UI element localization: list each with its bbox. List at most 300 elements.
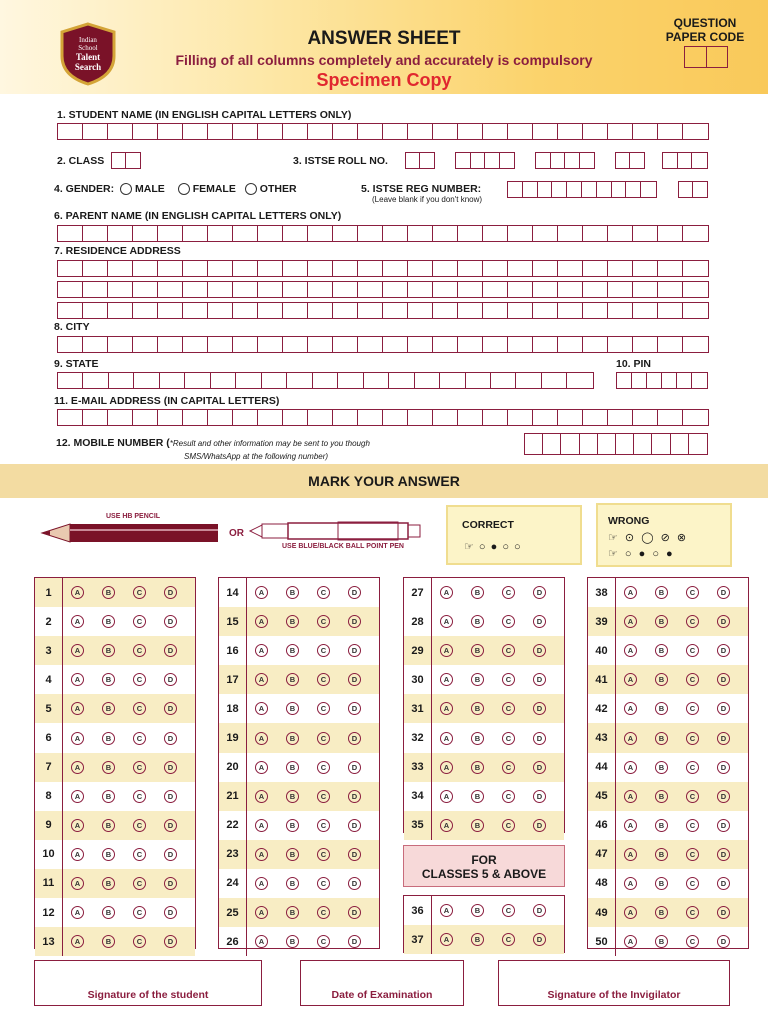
char-box[interactable]	[608, 282, 633, 297]
char-box[interactable]	[58, 261, 83, 276]
char-box[interactable]	[133, 261, 158, 276]
char-box[interactable]	[283, 410, 308, 425]
char-box[interactable]	[133, 124, 158, 139]
char-box[interactable]	[406, 153, 420, 168]
char-box[interactable]	[83, 124, 108, 139]
char-box[interactable]	[83, 282, 108, 297]
char-box[interactable]	[183, 282, 208, 297]
char-box[interactable]	[308, 337, 333, 352]
char-box[interactable]	[483, 303, 508, 318]
city-boxes[interactable]	[57, 336, 709, 353]
option-bubble-b[interactable]: B	[286, 673, 299, 686]
char-box[interactable]	[616, 434, 634, 454]
option-bubble-c[interactable]: C	[502, 732, 515, 745]
class-boxes[interactable]	[111, 152, 141, 169]
option-bubble-c[interactable]: C	[133, 935, 146, 948]
char-box[interactable]	[683, 124, 708, 139]
option-bubble-d[interactable]: D	[164, 790, 177, 803]
option-bubble-a[interactable]: A	[71, 732, 84, 745]
char-box[interactable]	[158, 226, 183, 241]
char-box[interactable]	[258, 303, 283, 318]
char-box[interactable]	[208, 303, 233, 318]
option-bubble-d[interactable]: D	[533, 790, 546, 803]
char-box[interactable]	[633, 282, 658, 297]
char-box[interactable]	[608, 261, 633, 276]
option-bubble-d[interactable]: D	[533, 732, 546, 745]
char-box[interactable]	[683, 226, 708, 241]
student-signature-box[interactable]	[34, 960, 262, 1006]
option-bubble-c[interactable]: C	[686, 848, 699, 861]
option-bubble-d[interactable]: D	[348, 615, 361, 628]
option-bubble-c[interactable]: C	[502, 761, 515, 774]
address-boxes-2[interactable]	[57, 281, 709, 298]
char-box[interactable]	[308, 226, 333, 241]
char-box[interactable]	[552, 182, 567, 197]
reg-number-boxes-1[interactable]	[507, 181, 657, 198]
char-box[interactable]	[83, 303, 108, 318]
char-box[interactable]	[208, 337, 233, 352]
char-box[interactable]	[630, 153, 644, 168]
option-bubble-a[interactable]: A	[624, 935, 637, 948]
option-bubble-d[interactable]: D	[533, 615, 546, 628]
char-box[interactable]	[508, 124, 533, 139]
option-bubble-c[interactable]: C	[502, 615, 515, 628]
option-bubble-b[interactable]: B	[286, 906, 299, 919]
char-box[interactable]	[433, 337, 458, 352]
char-box[interactable]	[561, 434, 579, 454]
option-bubble-b[interactable]: B	[655, 906, 668, 919]
option-bubble-c[interactable]: C	[686, 906, 699, 919]
char-box[interactable]	[415, 373, 440, 388]
option-bubble-b[interactable]: B	[102, 906, 115, 919]
char-box[interactable]	[358, 124, 383, 139]
option-bubble-a[interactable]: A	[71, 935, 84, 948]
char-box[interactable]	[633, 337, 658, 352]
char-box[interactable]	[641, 182, 656, 197]
option-bubble-a[interactable]: A	[440, 904, 453, 917]
char-box[interactable]	[158, 282, 183, 297]
char-box[interactable]	[258, 282, 283, 297]
char-box[interactable]	[558, 261, 583, 276]
char-box[interactable]	[567, 373, 592, 388]
char-box[interactable]	[458, 337, 483, 352]
option-bubble-a[interactable]: A	[71, 761, 84, 774]
char-box[interactable]	[233, 261, 258, 276]
option-bubble-d[interactable]: D	[533, 702, 546, 715]
option-bubble-a[interactable]: A	[440, 644, 453, 657]
option-bubble-a[interactable]: A	[255, 906, 268, 919]
char-box[interactable]	[383, 303, 408, 318]
option-bubble-d[interactable]: D	[164, 644, 177, 657]
char-box[interactable]	[491, 373, 516, 388]
option-bubble-b[interactable]: B	[655, 615, 668, 628]
char-box[interactable]	[543, 434, 561, 454]
char-box[interactable]	[108, 261, 133, 276]
option-bubble-b[interactable]: B	[471, 615, 484, 628]
char-box[interactable]	[283, 303, 308, 318]
option-bubble-a[interactable]: A	[624, 702, 637, 715]
char-box[interactable]	[109, 373, 134, 388]
option-bubble-c[interactable]: C	[317, 673, 330, 686]
char-box[interactable]	[287, 373, 312, 388]
option-bubble-a[interactable]: A	[71, 790, 84, 803]
char-box[interactable]	[108, 282, 133, 297]
option-bubble-b[interactable]: B	[102, 935, 115, 948]
char-box[interactable]	[662, 373, 677, 388]
mobile-boxes[interactable]	[524, 433, 708, 455]
option-bubble-c[interactable]: C	[317, 732, 330, 745]
char-box[interactable]	[533, 282, 558, 297]
option-bubble-a[interactable]: A	[255, 732, 268, 745]
option-bubble-a[interactable]: A	[255, 615, 268, 628]
char-box[interactable]	[583, 410, 608, 425]
char-box[interactable]	[583, 124, 608, 139]
option-bubble-b[interactable]: B	[286, 644, 299, 657]
option-bubble-d[interactable]: D	[348, 673, 361, 686]
option-bubble-c[interactable]: C	[133, 877, 146, 890]
option-bubble-b[interactable]: B	[471, 790, 484, 803]
option-bubble-d[interactable]: D	[348, 644, 361, 657]
char-box[interactable]	[313, 373, 338, 388]
char-box[interactable]	[383, 124, 408, 139]
parent-name-boxes[interactable]	[57, 225, 709, 242]
option-bubble-a[interactable]: A	[71, 702, 84, 715]
option-bubble-c[interactable]: C	[133, 702, 146, 715]
option-bubble-b[interactable]: B	[471, 673, 484, 686]
char-box[interactable]	[58, 226, 83, 241]
char-box[interactable]	[608, 303, 633, 318]
option-bubble-b[interactable]: B	[286, 761, 299, 774]
char-box[interactable]	[633, 261, 658, 276]
option-bubble-b[interactable]: B	[286, 819, 299, 832]
char-box[interactable]	[617, 373, 632, 388]
char-box[interactable]	[658, 226, 683, 241]
char-box[interactable]	[160, 373, 185, 388]
char-box[interactable]	[108, 410, 133, 425]
char-box[interactable]	[597, 182, 612, 197]
char-box[interactable]	[608, 226, 633, 241]
option-bubble-d[interactable]: D	[717, 702, 730, 715]
char-box[interactable]	[458, 410, 483, 425]
char-box[interactable]	[580, 153, 595, 168]
option-bubble-c[interactable]: C	[133, 790, 146, 803]
char-box[interactable]	[58, 282, 83, 297]
char-box[interactable]	[183, 337, 208, 352]
char-box[interactable]	[633, 303, 658, 318]
option-bubble-b[interactable]: B	[102, 615, 115, 628]
option-bubble-d[interactable]: D	[164, 848, 177, 861]
char-box[interactable]	[440, 373, 465, 388]
option-bubble-d[interactable]: D	[533, 586, 546, 599]
char-box[interactable]	[308, 303, 333, 318]
char-box[interactable]	[583, 261, 608, 276]
option-bubble-d[interactable]: D	[348, 935, 361, 948]
option-bubble-a[interactable]: A	[255, 702, 268, 715]
char-box[interactable]	[533, 124, 558, 139]
char-box[interactable]	[158, 303, 183, 318]
char-box[interactable]	[236, 373, 261, 388]
char-box[interactable]	[558, 410, 583, 425]
option-bubble-a[interactable]: A	[440, 790, 453, 803]
char-box[interactable]	[208, 282, 233, 297]
char-box[interactable]	[567, 182, 582, 197]
option-bubble-b[interactable]: B	[655, 848, 668, 861]
char-box[interactable]	[533, 226, 558, 241]
char-box[interactable]	[83, 261, 108, 276]
char-box[interactable]	[483, 124, 508, 139]
char-box[interactable]	[583, 226, 608, 241]
char-box[interactable]	[83, 226, 108, 241]
option-bubble-d[interactable]: D	[164, 702, 177, 715]
char-box[interactable]	[458, 261, 483, 276]
option-bubble-d[interactable]: D	[164, 935, 177, 948]
char-box[interactable]	[658, 337, 683, 352]
char-box[interactable]	[433, 303, 458, 318]
char-box[interactable]	[525, 434, 543, 454]
option-bubble-a[interactable]: A	[624, 586, 637, 599]
roll-no-boxes-2[interactable]	[455, 152, 515, 169]
char-box[interactable]	[633, 226, 658, 241]
option-bubble-b[interactable]: B	[471, 761, 484, 774]
char-box[interactable]	[208, 261, 233, 276]
student-name-boxes[interactable]	[57, 123, 709, 140]
option-bubble-b[interactable]: B	[286, 848, 299, 861]
char-box[interactable]	[647, 373, 662, 388]
char-box[interactable]	[108, 124, 133, 139]
char-box[interactable]	[508, 410, 533, 425]
char-box[interactable]	[83, 337, 108, 352]
option-bubble-d[interactable]: D	[533, 644, 546, 657]
option-bubble-b[interactable]: B	[471, 732, 484, 745]
char-box[interactable]	[408, 282, 433, 297]
char-box[interactable]	[683, 337, 708, 352]
option-bubble-c[interactable]: C	[502, 904, 515, 917]
char-box[interactable]	[632, 373, 647, 388]
char-box[interactable]	[133, 337, 158, 352]
option-bubble-d[interactable]: D	[717, 819, 730, 832]
option-bubble-c[interactable]: C	[317, 790, 330, 803]
char-box[interactable]	[408, 226, 433, 241]
option-bubble-a[interactable]: A	[71, 673, 84, 686]
char-box[interactable]	[558, 124, 583, 139]
char-box[interactable]	[208, 410, 233, 425]
char-box[interactable]	[433, 226, 458, 241]
invigilator-signature-box[interactable]	[498, 960, 730, 1006]
option-bubble-d[interactable]: D	[533, 933, 546, 946]
option-bubble-b[interactable]: B	[102, 790, 115, 803]
char-box[interactable]	[433, 282, 458, 297]
option-bubble-b[interactable]: B	[655, 586, 668, 599]
option-bubble-d[interactable]: D	[348, 906, 361, 919]
char-box[interactable]	[58, 410, 83, 425]
char-box[interactable]	[558, 226, 583, 241]
option-bubble-c[interactable]: C	[502, 673, 515, 686]
option-bubble-a[interactable]: A	[71, 848, 84, 861]
option-bubble-a[interactable]: A	[255, 644, 268, 657]
option-bubble-a[interactable]: A	[440, 615, 453, 628]
option-bubble-a[interactable]: A	[71, 615, 84, 628]
char-box[interactable]	[456, 153, 471, 168]
char-box[interactable]	[458, 282, 483, 297]
option-bubble-b[interactable]: B	[102, 819, 115, 832]
char-box[interactable]	[580, 434, 598, 454]
option-bubble-b[interactable]: B	[471, 702, 484, 715]
char-box[interactable]	[283, 226, 308, 241]
char-box[interactable]	[508, 226, 533, 241]
option-bubble-b[interactable]: B	[102, 877, 115, 890]
char-box[interactable]	[58, 303, 83, 318]
char-box[interactable]	[538, 182, 553, 197]
option-bubble-c[interactable]: C	[317, 586, 330, 599]
char-box[interactable]	[183, 226, 208, 241]
char-box[interactable]	[383, 282, 408, 297]
option-bubble-d[interactable]: D	[717, 761, 730, 774]
option-bubble-c[interactable]: C	[133, 906, 146, 919]
char-box[interactable]	[338, 373, 363, 388]
char-box[interactable]	[633, 124, 658, 139]
roll-no-boxes-5[interactable]	[662, 152, 708, 169]
char-box[interactable]	[558, 337, 583, 352]
option-bubble-d[interactable]: D	[717, 615, 730, 628]
option-bubble-c[interactable]: C	[133, 848, 146, 861]
option-bubble-d[interactable]: D	[348, 819, 361, 832]
option-bubble-a[interactable]: A	[624, 761, 637, 774]
address-boxes-1[interactable]	[57, 260, 709, 277]
char-box[interactable]	[598, 434, 616, 454]
option-bubble-c[interactable]: C	[502, 586, 515, 599]
option-bubble-a[interactable]: A	[71, 819, 84, 832]
option-bubble-d[interactable]: D	[348, 848, 361, 861]
char-box[interactable]	[83, 410, 108, 425]
option-bubble-a[interactable]: A	[255, 790, 268, 803]
char-box[interactable]	[358, 282, 383, 297]
option-bubble-d[interactable]: D	[164, 877, 177, 890]
option-bubble-c[interactable]: C	[317, 761, 330, 774]
char-box[interactable]	[608, 410, 633, 425]
option-bubble-b[interactable]: B	[102, 586, 115, 599]
option-bubble-a[interactable]: A	[255, 586, 268, 599]
char-box[interactable]	[658, 124, 683, 139]
option-bubble-c[interactable]: C	[317, 819, 330, 832]
char-box[interactable]	[678, 153, 693, 168]
option-bubble-a[interactable]: A	[255, 877, 268, 890]
char-box[interactable]	[523, 182, 538, 197]
char-box[interactable]	[126, 153, 140, 168]
option-bubble-c[interactable]: C	[133, 732, 146, 745]
char-box[interactable]	[233, 124, 258, 139]
option-bubble-c[interactable]: C	[317, 935, 330, 948]
option-bubble-c[interactable]: C	[317, 906, 330, 919]
option-bubble-d[interactable]: D	[348, 761, 361, 774]
option-bubble-a[interactable]: A	[440, 819, 453, 832]
option-bubble-a[interactable]: A	[624, 732, 637, 745]
char-box[interactable]	[258, 410, 283, 425]
option-bubble-b[interactable]: B	[102, 702, 115, 715]
char-box[interactable]	[383, 410, 408, 425]
option-bubble-a[interactable]: A	[71, 644, 84, 657]
option-bubble-d[interactable]: D	[164, 673, 177, 686]
char-box[interactable]	[233, 282, 258, 297]
char-box[interactable]	[308, 124, 333, 139]
option-bubble-c[interactable]: C	[502, 790, 515, 803]
option-bubble-c[interactable]: C	[502, 702, 515, 715]
option-bubble-c[interactable]: C	[686, 761, 699, 774]
option-bubble-d[interactable]: D	[533, 904, 546, 917]
char-box[interactable]	[536, 153, 551, 168]
gender-other-radio[interactable]	[245, 183, 257, 195]
option-bubble-b[interactable]: B	[471, 904, 484, 917]
char-box[interactable]	[283, 337, 308, 352]
char-box[interactable]	[208, 226, 233, 241]
char-box[interactable]	[483, 261, 508, 276]
option-bubble-d[interactable]: D	[164, 906, 177, 919]
char-box[interactable]	[258, 261, 283, 276]
char-box[interactable]	[689, 434, 707, 454]
option-bubble-c[interactable]: C	[686, 644, 699, 657]
option-bubble-b[interactable]: B	[655, 790, 668, 803]
char-box[interactable]	[508, 337, 533, 352]
char-box[interactable]	[333, 226, 358, 241]
char-box[interactable]	[158, 410, 183, 425]
char-box[interactable]	[185, 373, 210, 388]
char-box[interactable]	[558, 303, 583, 318]
char-box[interactable]	[358, 261, 383, 276]
option-bubble-a[interactable]: A	[624, 819, 637, 832]
option-bubble-b[interactable]: B	[655, 819, 668, 832]
char-box[interactable]	[433, 124, 458, 139]
option-bubble-b[interactable]: B	[102, 644, 115, 657]
option-bubble-b[interactable]: B	[286, 586, 299, 599]
option-bubble-a[interactable]: A	[440, 732, 453, 745]
option-bubble-a[interactable]: A	[624, 644, 637, 657]
option-bubble-d[interactable]: D	[348, 732, 361, 745]
option-bubble-b[interactable]: B	[102, 673, 115, 686]
char-box[interactable]	[262, 373, 287, 388]
char-box[interactable]	[233, 226, 258, 241]
char-box[interactable]	[692, 373, 707, 388]
char-box[interactable]	[533, 337, 558, 352]
char-box[interactable]	[408, 337, 433, 352]
char-box[interactable]	[508, 182, 523, 197]
option-bubble-b[interactable]: B	[286, 702, 299, 715]
char-box[interactable]	[358, 303, 383, 318]
option-bubble-a[interactable]: A	[440, 586, 453, 599]
option-bubble-a[interactable]: A	[624, 877, 637, 890]
char-box[interactable]	[500, 153, 515, 168]
char-box[interactable]	[551, 153, 566, 168]
char-box[interactable]	[158, 124, 183, 139]
char-box[interactable]	[358, 226, 383, 241]
char-box[interactable]	[692, 153, 707, 168]
option-bubble-d[interactable]: D	[717, 644, 730, 657]
char-box[interactable]	[612, 182, 627, 197]
char-box[interactable]	[333, 124, 358, 139]
option-bubble-b[interactable]: B	[102, 848, 115, 861]
option-bubble-b[interactable]: B	[655, 732, 668, 745]
option-bubble-d[interactable]: D	[717, 586, 730, 599]
char-box[interactable]	[683, 261, 708, 276]
option-bubble-c[interactable]: C	[686, 732, 699, 745]
char-box[interactable]	[533, 261, 558, 276]
option-bubble-d[interactable]: D	[717, 732, 730, 745]
char-box[interactable]	[58, 373, 83, 388]
roll-no-boxes-3[interactable]	[535, 152, 595, 169]
char-box[interactable]	[582, 182, 597, 197]
option-bubble-c[interactable]: C	[686, 702, 699, 715]
char-box[interactable]	[258, 337, 283, 352]
char-box[interactable]	[283, 124, 308, 139]
char-box[interactable]	[389, 373, 414, 388]
